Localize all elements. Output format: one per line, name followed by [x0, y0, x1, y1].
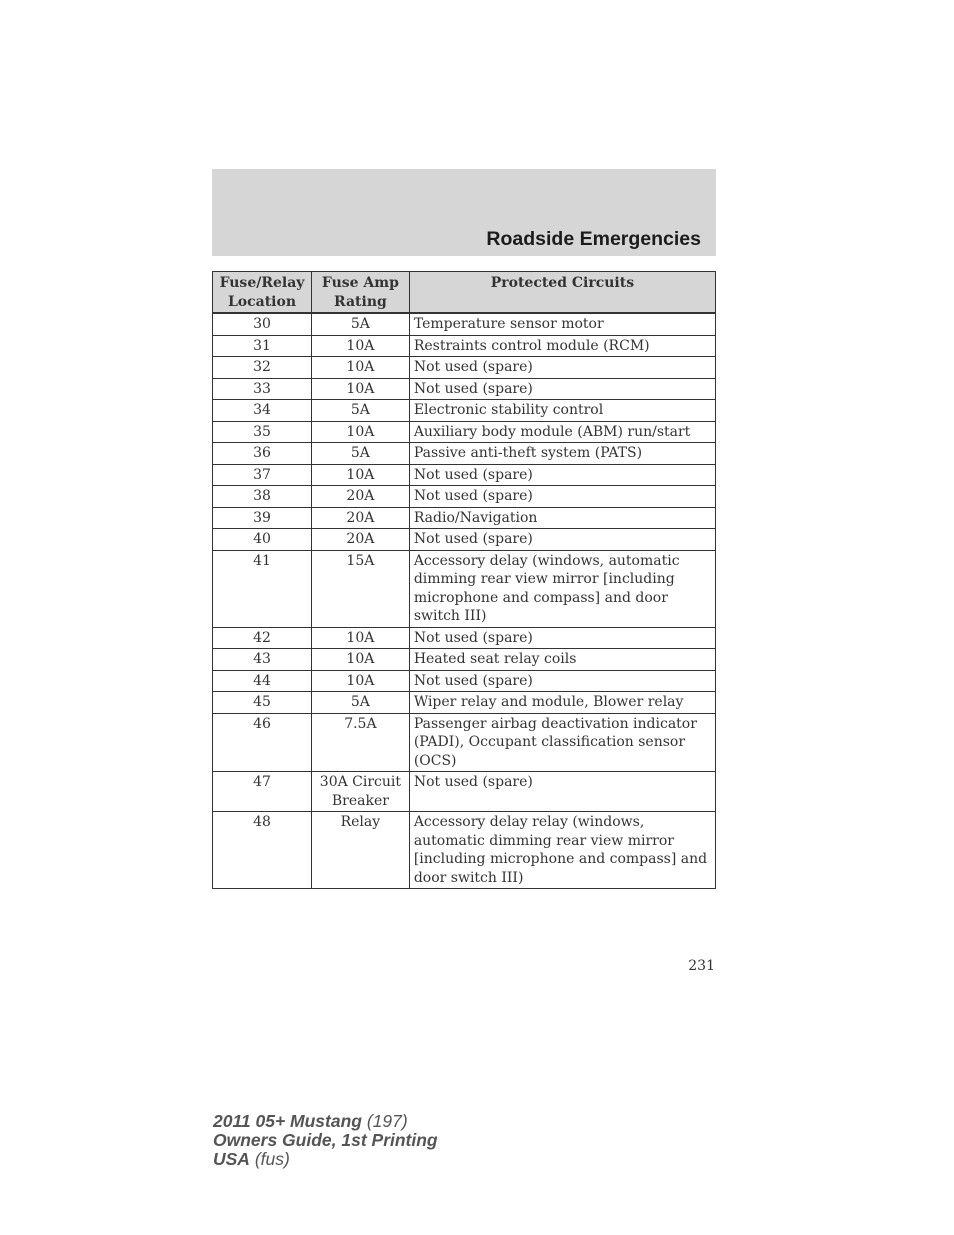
- table-row: [213, 670, 716, 692]
- table-row: [213, 421, 716, 443]
- cell-location: 39: [213, 507, 312, 529]
- table-header-row: [213, 272, 716, 314]
- cell-location: 35: [213, 421, 312, 443]
- cell-circuit: Not used (spare): [409, 464, 715, 486]
- table-row: [213, 464, 716, 486]
- cell-rating: 10A: [311, 357, 409, 379]
- cell-rating: 20A: [311, 507, 409, 529]
- footer-edition: Owners Guide, 1st Printing: [213, 1130, 438, 1150]
- cell-rating: 5A: [311, 692, 409, 714]
- cell-circuit: Temperature sensor motor: [409, 313, 715, 335]
- fuse-table: [212, 271, 716, 889]
- cell-location: 42: [213, 627, 312, 649]
- cell-location: 31: [213, 335, 312, 357]
- table-row: [213, 313, 716, 335]
- cell-location: 37: [213, 464, 312, 486]
- table-row: [213, 507, 716, 529]
- table-row: [213, 486, 716, 508]
- footer-line-market: [213, 1150, 438, 1169]
- cell-circuit: Not used (spare): [409, 772, 715, 812]
- cell-circuit: Passive anti-theft system (PATS): [409, 443, 715, 465]
- cell-circuit: Not used (spare): [409, 357, 715, 379]
- footer-line-edition: [213, 1131, 438, 1150]
- cell-circuit: Electronic stability control: [409, 400, 715, 422]
- cell-location: 38: [213, 486, 312, 508]
- footer-market: USA: [213, 1149, 250, 1169]
- page-number: 231: [688, 958, 715, 974]
- cell-location: 34: [213, 400, 312, 422]
- cell-circuit: Accessory delay (windows, automatic dimming rear view mirror [including microphone and compass] and door switch III): [409, 550, 715, 627]
- table-row: [213, 550, 716, 627]
- column-header-location: Fuse/Relay Location: [213, 272, 312, 314]
- cell-rating: 5A: [311, 400, 409, 422]
- cell-location: 41: [213, 550, 312, 627]
- table-row: [213, 627, 716, 649]
- table-row: [213, 772, 716, 812]
- cell-circuit: Wiper relay and module, Blower relay: [409, 692, 715, 714]
- cell-location: 45: [213, 692, 312, 714]
- column-header-rating: Fuse Amp Rating: [311, 272, 409, 314]
- cell-location: 36: [213, 443, 312, 465]
- table-row: [213, 649, 716, 671]
- table-row: [213, 400, 716, 422]
- cell-rating: Relay: [311, 812, 409, 889]
- cell-rating: 20A: [311, 529, 409, 551]
- cell-circuit: Not used (spare): [409, 378, 715, 400]
- cell-rating: 10A: [311, 421, 409, 443]
- cell-circuit: Restraints control module (RCM): [409, 335, 715, 357]
- cell-location: 40: [213, 529, 312, 551]
- cell-rating: 10A: [311, 670, 409, 692]
- cell-circuit: Passenger airbag deactivation indicator (PADI), Occupant classification sensor (OCS): [409, 713, 715, 772]
- footer-line-model: [213, 1112, 438, 1131]
- footer-model: 2011 05+ Mustang: [213, 1111, 362, 1131]
- cell-location: 47: [213, 772, 312, 812]
- cell-location: 43: [213, 649, 312, 671]
- footer-model-code: (197): [366, 1111, 408, 1131]
- cell-circuit: Not used (spare): [409, 670, 715, 692]
- table-row: [213, 812, 716, 889]
- section-title: Roadside Emergencies: [486, 228, 701, 250]
- table-body: [213, 313, 716, 889]
- cell-rating: 7.5A: [311, 713, 409, 772]
- cell-rating: 10A: [311, 649, 409, 671]
- document-footer: [213, 1112, 438, 1169]
- table-row: [213, 692, 716, 714]
- cell-location: 46: [213, 713, 312, 772]
- cell-circuit: Auxiliary body module (ABM) run/start: [409, 421, 715, 443]
- cell-location: 32: [213, 357, 312, 379]
- cell-circuit: Heated seat relay coils: [409, 649, 715, 671]
- cell-rating: 10A: [311, 464, 409, 486]
- cell-rating: 5A: [311, 443, 409, 465]
- cell-circuit: Accessory delay relay (windows, automatic dimming rear view mirror [including microphone and compass] and door switch III): [409, 812, 715, 889]
- table-row: [213, 378, 716, 400]
- cell-rating: 30A Circuit Breaker: [311, 772, 409, 812]
- cell-rating: 5A: [311, 313, 409, 335]
- cell-rating: 10A: [311, 627, 409, 649]
- table-row: [213, 529, 716, 551]
- section-header-band: [212, 169, 716, 256]
- cell-circuit: Not used (spare): [409, 627, 715, 649]
- cell-location: 44: [213, 670, 312, 692]
- cell-location: 33: [213, 378, 312, 400]
- cell-location: 48: [213, 812, 312, 889]
- cell-circuit: Not used (spare): [409, 486, 715, 508]
- cell-rating: 10A: [311, 378, 409, 400]
- column-header-circuits: Protected Circuits: [409, 272, 715, 314]
- cell-rating: 15A: [311, 550, 409, 627]
- table-row: [213, 713, 716, 772]
- table-row: [213, 335, 716, 357]
- table-row: [213, 443, 716, 465]
- cell-circuit: Not used (spare): [409, 529, 715, 551]
- cell-rating: 20A: [311, 486, 409, 508]
- cell-location: 30: [213, 313, 312, 335]
- footer-market-code: (fus): [254, 1149, 290, 1169]
- cell-circuit: Radio/Navigation: [409, 507, 715, 529]
- table-row: [213, 357, 716, 379]
- cell-rating: 10A: [311, 335, 409, 357]
